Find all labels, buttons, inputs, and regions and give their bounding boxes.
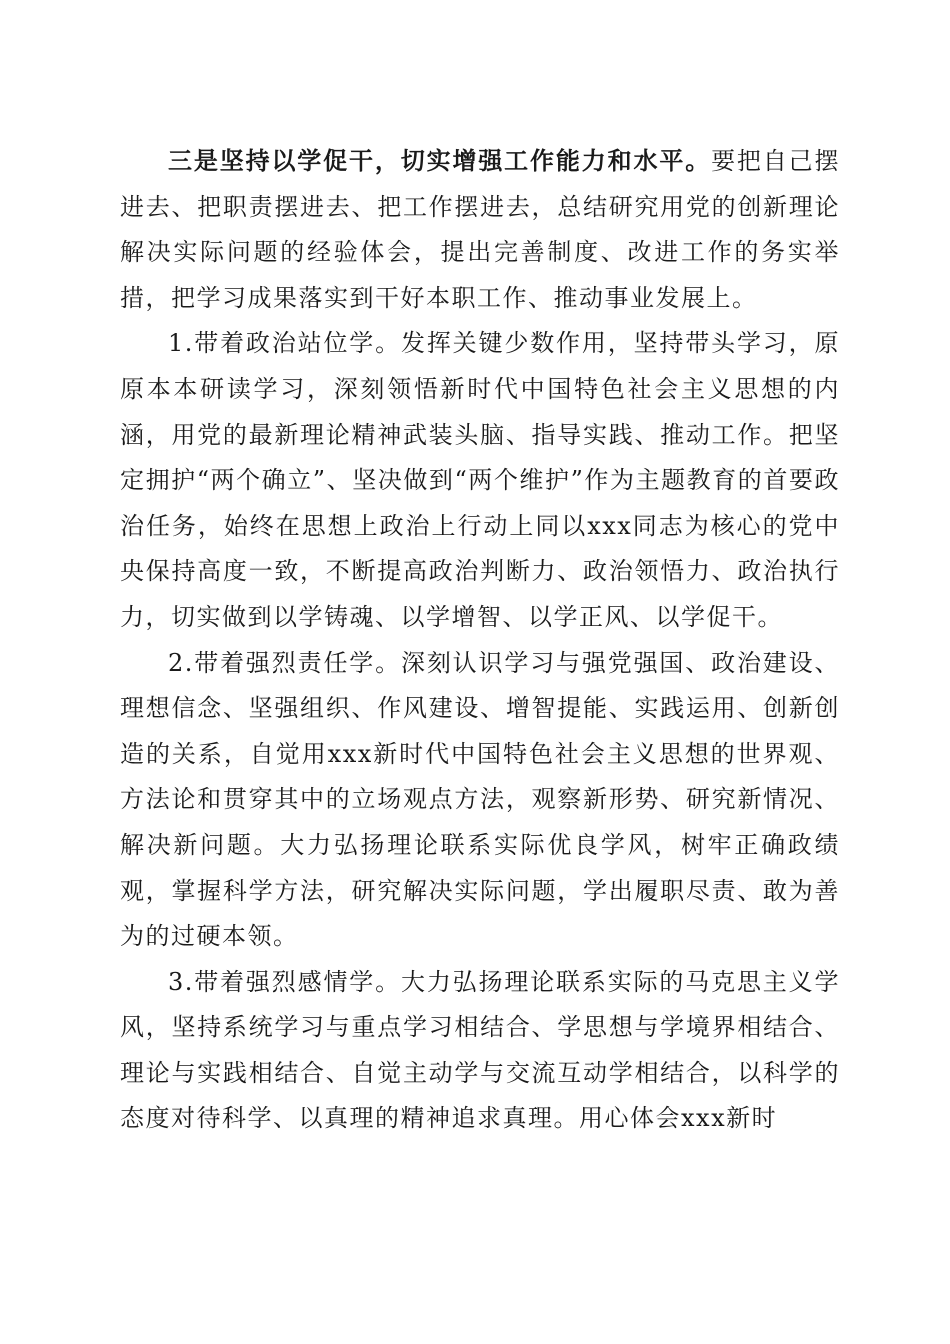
paragraph-work-capability (120, 138, 840, 321)
paragraph-emotion (120, 960, 840, 1142)
paragraph-responsibility (120, 641, 840, 960)
paragraph-text: 3.带着强烈感情学。大力弘扬理论联系实际的马克思主义学风，坚持系统学习与重点学习相结合、学思想与学境界相结合、理论与实践相结合、自觉主动学与交流互动学相结合，以科学的态度对待科学、以真理的精神追求真理。用心体会xxx新时 (120, 967, 840, 1133)
paragraph-text: 1.带着政治站位学。发挥关键少数作用，坚持带头学习，原原本本研读学习，深刻领悟新时代中国特色社会主义思想的内涵，用党的最新理论精神武装头脑、指导实践、推动工作。把坚定拥护“两个确立”、坚决做到“两个维护”作为主题教育的首要政治任务，始终在思想上政治上行动上同以xxx同志为核心的党中央保持高度一致，不断提高政治判断力、政治领悟力、政治执行力，切实做到以学铸魂、以学增智、以学正风、以学促干。 (120, 329, 840, 631)
paragraph-text: 要把自己摆进去、把职责摆进去、把工作摆进去，总结研究用党的创新理论解决实际问题的经验体会，提出完善制度、改进工作的务实举措，把学习成果落实到干好本职工作、推动事业发展上。 (120, 147, 841, 312)
paragraph-political-stance (120, 321, 840, 640)
document-body (120, 138, 840, 1142)
paragraph-lead-heading: 三是坚持以学促干，切实增强工作能力和水平。 (168, 146, 712, 175)
paragraph-text: 2.带着强烈责任学。深刻认识学习与强党强国、政治建设、理想信念、坚强组织、作风建设、增智提能、实践运用、创新创造的关系，自觉用xxx新时代中国特色社会主义思想的世界观、方法论和贯穿其中的立场观点方法，观察新形势、研究新情况、解决新问题。大力弘扬理论联系实际优良学风，树牢正确政绩观，掌握科学方法，研究解决实际问题，学出履职尽责、敢为善为的过硬本领。 (120, 648, 840, 951)
